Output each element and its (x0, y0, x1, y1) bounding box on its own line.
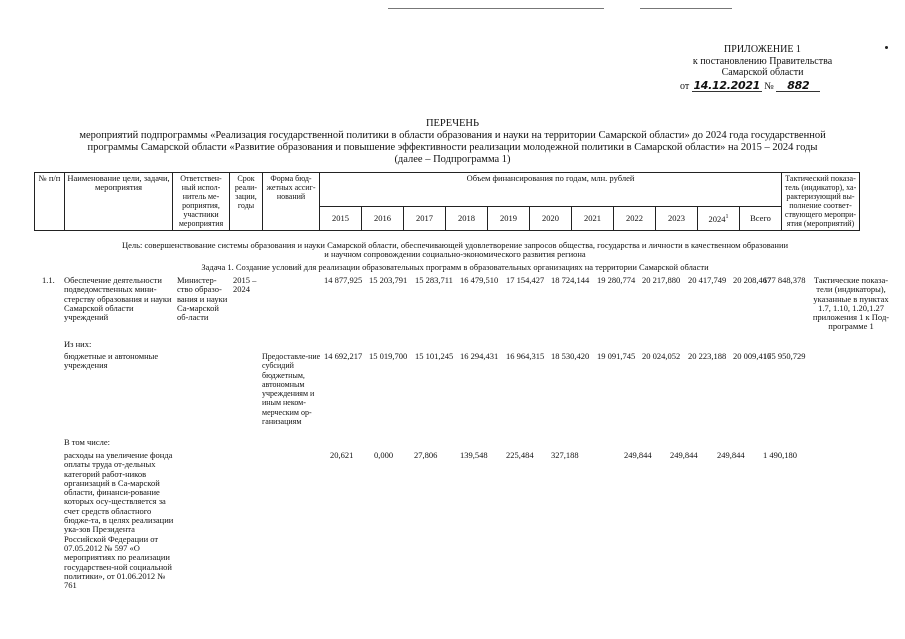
header-year-2021: 2021 (572, 207, 614, 231)
header-year-2020: 2020 (530, 207, 572, 231)
header-total: Всего (740, 207, 782, 231)
value-total: 1 490,180 (763, 450, 797, 460)
value-2023: 20 417,749 (688, 275, 727, 285)
appendix-title: ПРИЛОЖЕНИЕ 1 (724, 44, 801, 55)
scan-artifact-line (388, 8, 604, 9)
value-2022: 20 217,880 (642, 275, 681, 285)
document-title-line: программы Самарской области «Развитие образования и повышение эффективности реализации молодежной политики в Самарской области» на 2015 – 2024 годы (87, 142, 818, 153)
value-2018: 16 294,431 (460, 351, 499, 361)
header-year-2024 (698, 207, 740, 231)
row-form: Предоставле-ние субсидий бюджетным, автономным учреждениям и иным неком-мерческим ор-ганизациям (262, 352, 321, 427)
row-name: Обеспечение деятельности подведомственных мини-стерству образования и науки Самарской области учреждений (64, 275, 172, 323)
value-2015: 14 877,925 (324, 275, 363, 285)
value-2019: 17 154,427 (506, 275, 545, 285)
value-2020: 18 724,144 (551, 275, 590, 285)
date-prefix: от (680, 80, 690, 92)
header-responsible: Ответствен-ный испол-нитель ме-роприятия, участники мероприятия (173, 173, 230, 231)
footnote-mark: 1 (725, 214, 729, 221)
value-2020: 327,188 (551, 450, 579, 460)
document-title-line: (далее – Подпрограмма 1) (394, 154, 511, 165)
value-2017: 27,806 (414, 450, 438, 460)
value-2024: 20 208,467 (733, 275, 772, 285)
row-term: 2015 – 2024 (233, 275, 257, 295)
value-2024: 249,844 (717, 450, 745, 460)
row-responsible: Министер-ство образо-вания и науки Са-марской об-ласти (177, 275, 228, 323)
header-name: Наименование цели, задачи, мероприятия (65, 173, 173, 231)
header-term: Срок реали-зации, годы (230, 173, 263, 231)
appendix-line: к постановлению Правительства (692, 55, 833, 67)
row-subheading: Из них: (64, 339, 92, 349)
value-2018: 139,548 (460, 450, 488, 460)
value-2022: 249,844 (624, 450, 652, 460)
value-2021: 19 091,745 (597, 351, 636, 361)
value-2018: 16 479,510 (460, 275, 499, 285)
value-2015: 20,621 (330, 450, 354, 460)
row-number: 1.1. (42, 275, 55, 285)
value-2023: 249,844 (670, 450, 698, 460)
appendix-date-row (680, 80, 845, 93)
row-subheading: В том числе: (64, 437, 110, 447)
value-2015: 14 692,217 (324, 351, 363, 361)
header-year-2016: 2016 (362, 207, 404, 231)
scan-artifact-dot (885, 46, 888, 49)
appendix-line: Самарской области (721, 67, 804, 78)
value-2019: 225,484 (506, 450, 534, 460)
value-2016: 15 019,700 (369, 351, 408, 361)
document-heading: ПЕРЕЧЕНЬ (425, 118, 480, 129)
header-indicator: Тактический показа-тель (индикатор), ха-рактеризующий вы-полнение соответ-ствующего меропри-ятия (мероприятий) (782, 173, 860, 231)
value-2019: 16 964,315 (506, 351, 545, 361)
goal-text (60, 241, 850, 260)
value-2016: 0,000 (374, 450, 394, 460)
value-2020: 18 530,420 (551, 351, 590, 361)
value-2023: 20 223,188 (688, 351, 727, 361)
value-2021: 19 280,774 (597, 275, 636, 285)
header-year-2018: 2018 (446, 207, 488, 231)
goal-line: и научном сопровождении социально-экономического развития региона (324, 249, 586, 260)
document-title-line: мероприятий подпрограммы «Реализация государственной политики в области образования и науки на территории Самарской области» до 2024 года государственной (79, 130, 826, 141)
goal-line: Цель: совершенствование системы образования и науки Самарской области, обеспечивающей удовлетворение запросов общества, государства и личности в качественном образовании (121, 240, 789, 250)
value-2017: 15 283,711 (415, 275, 453, 285)
row-name: расходы на увеличение фонда оплаты труда от-дельных категорий работ-ников организаций в Са-марской области, финанси-рование которых осу-ществляется за счет средств областного бюдже-та, в целях реализации ука-зов Президента Российской Федерации от 07.05.2012 № 597 «О мероприятиях по реализации государствен-ной социальной политики», от 01.06.2012 № 761 (64, 450, 174, 591)
header-year-2015: 2015 (320, 207, 362, 231)
scan-artifact-line (640, 8, 732, 9)
value-total: 177 848,378 (763, 275, 806, 285)
value-2022: 20 024,052 (642, 351, 681, 361)
value-2017: 15 101,245 (415, 351, 454, 361)
value-total: 175 950,729 (763, 351, 806, 361)
measures-table-header (34, 172, 860, 231)
header-year-2022: 2022 (614, 207, 656, 231)
number-prefix: № (764, 80, 774, 92)
header-financing: Объем финансирования по годам, млн. рублей (320, 173, 782, 207)
value-2016: 15 203,791 (369, 275, 408, 285)
row-indicator: Тактические показа-тели (индикаторы), указанные в пунктах 1.7, 1.10, 1.20,1.27 приложения 1 к Под-программе 1 (812, 275, 890, 332)
header-year-2019: 2019 (488, 207, 530, 231)
handwritten-number: 882 (776, 80, 820, 93)
task-text: Задача 1. Создание условий для реализации образовательных программ в образовательных организациях на территории Самарской области (201, 262, 709, 272)
header-year-2023: 2023 (656, 207, 698, 231)
header-form: Форма бюд-жетных ассиг-нований (263, 173, 320, 231)
row-name: бюджетные и автономные учреждения (64, 351, 159, 371)
header-number: № п/п (35, 173, 65, 231)
appendix-block (680, 44, 845, 92)
value-2024: 20 009,416 (733, 351, 772, 361)
handwritten-date: 14.12.2021 (693, 78, 761, 92)
year-2024-label: 2024 (708, 213, 726, 224)
header-year-2017: 2017 (404, 207, 446, 231)
